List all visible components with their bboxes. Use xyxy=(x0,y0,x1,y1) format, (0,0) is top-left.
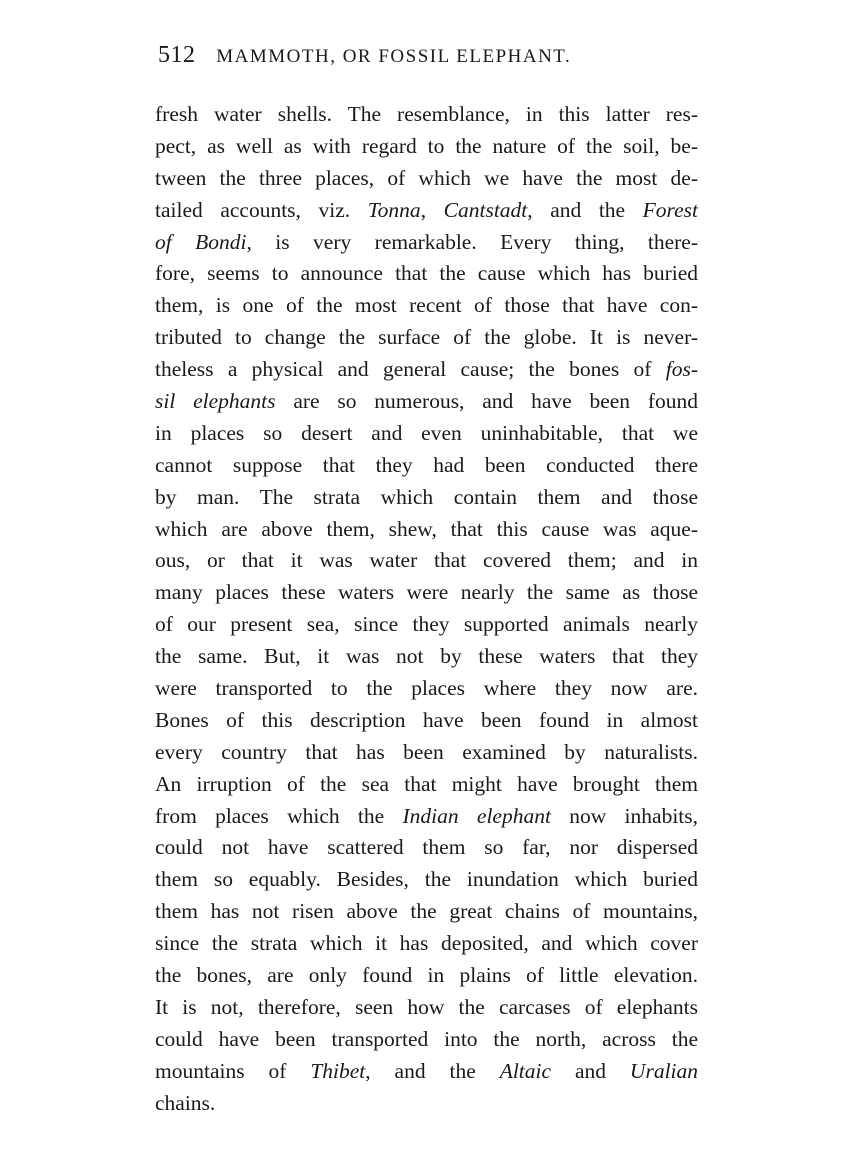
italic-text: Forest xyxy=(642,197,699,222)
running-head xyxy=(158,42,698,76)
italic-text: Cantstadt xyxy=(443,197,528,222)
text-segment: many places these waters were nearly the same as those xyxy=(155,580,698,605)
text-line xyxy=(155,545,698,577)
text-line xyxy=(155,928,698,960)
text-line xyxy=(155,450,698,482)
running-title: MAMMOTH, OR FOSSIL ELEPHANT. xyxy=(216,46,572,67)
text-segment: them so equably. Besides, the inundation which buried xyxy=(155,867,698,892)
text-segment: ous, or that it was water that covered them; and in xyxy=(155,548,698,573)
body-text xyxy=(155,99,698,1120)
text-segment: the bones, are only found in plains of little elevation. xyxy=(155,963,698,988)
text-line xyxy=(155,801,698,833)
text-line xyxy=(155,769,698,801)
text-segment: An irruption of the sea that might have brought them xyxy=(155,771,698,796)
text-segment: tween the three places, of which we have the most de- xyxy=(155,165,698,190)
italic-text: Altaic xyxy=(499,1058,552,1083)
text-segment: tributed to change the surface of the globe. It is never- xyxy=(155,325,698,350)
text-line xyxy=(155,322,698,354)
text-segment: now inhabits, xyxy=(550,803,699,828)
text-segment: Bones of this description have been found in almost xyxy=(155,707,698,732)
text-line xyxy=(155,641,698,673)
text-segment: of our present sea, since they supported animals nearly xyxy=(155,612,698,637)
text-segment: , is very remarkable. Every thing, there- xyxy=(246,229,698,254)
text-line xyxy=(155,673,698,705)
text-segment: fore, seems to announce that the cause which has buried xyxy=(155,261,698,286)
text-line xyxy=(155,290,698,322)
text-segment: , and the xyxy=(365,1058,500,1083)
text-segment: are so numerous, and have been found xyxy=(275,389,698,414)
text-line xyxy=(155,737,698,769)
text-line xyxy=(155,896,698,928)
text-segment: them has not risen above the great chains of mountains, xyxy=(155,899,698,924)
text-segment: tailed accounts, viz. xyxy=(155,197,368,222)
text-line xyxy=(155,577,698,609)
text-line xyxy=(155,960,698,992)
text-line xyxy=(155,418,698,450)
text-line xyxy=(155,609,698,641)
text-segment: theless a physical and general cause; the bones of xyxy=(155,357,666,382)
text-segment: by man. The strata which contain them and those xyxy=(155,484,698,509)
text-segment: cannot suppose that they had been conducted there xyxy=(155,452,698,477)
text-segment: fresh water shells. The resemblance, in this latter res- xyxy=(155,102,698,126)
italic-text: Tonna xyxy=(367,197,421,222)
text-segment: It is not, therefore, seen how the carcases of elephants xyxy=(155,994,698,1019)
text-line xyxy=(155,258,698,290)
text-line xyxy=(155,386,698,418)
text-line xyxy=(155,705,698,737)
text-segment: them, is one of the most recent of those that have con- xyxy=(155,293,698,318)
italic-text: Thibet xyxy=(310,1058,366,1083)
text-line xyxy=(155,163,698,195)
text-segment: the same. But, it was not by these waters that they xyxy=(155,644,698,669)
text-segment: in places so desert and even uninhabitable, that we xyxy=(155,420,698,445)
text-line xyxy=(155,99,698,131)
text-line xyxy=(155,227,698,259)
italic-text: Indian elephant xyxy=(402,803,551,828)
text-segment: , and the xyxy=(527,197,643,222)
text-line xyxy=(155,482,698,514)
text-line xyxy=(155,864,698,896)
text-segment: were transported to the places where they now are. xyxy=(155,676,698,701)
text-line xyxy=(155,354,698,386)
text-segment: chains. xyxy=(155,1090,216,1115)
text-segment: and xyxy=(551,1058,630,1083)
italic-text: Uralian xyxy=(629,1058,699,1083)
text-line xyxy=(155,1088,698,1120)
text-line xyxy=(155,514,698,546)
italic-text: of Bondi xyxy=(155,229,247,254)
text-line xyxy=(155,1024,698,1056)
text-line xyxy=(155,832,698,864)
text-segment: could have been transported into the north, across the xyxy=(155,1026,698,1051)
text-segment: every country that has been examined by naturalists. xyxy=(155,739,698,764)
italic-text: sil elephants xyxy=(155,389,276,414)
text-segment: from places which the xyxy=(155,803,403,828)
text-segment: which are above them, shew, that this cause was aque- xyxy=(155,516,698,541)
page-number: 512 xyxy=(158,42,196,68)
italic-text: fos- xyxy=(665,357,698,382)
text-line xyxy=(155,131,698,163)
text-segment: , xyxy=(420,197,444,222)
text-segment: since the strata which it has deposited, and which cover xyxy=(155,931,698,956)
text-segment: mountains of xyxy=(155,1058,311,1083)
text-line xyxy=(155,992,698,1024)
text-line xyxy=(155,1056,698,1088)
text-segment: pect, as well as with regard to the nature of the soil, be- xyxy=(155,133,698,158)
text-segment: could not have scattered them so far, nor dispersed xyxy=(155,835,698,860)
text-line xyxy=(155,195,698,227)
